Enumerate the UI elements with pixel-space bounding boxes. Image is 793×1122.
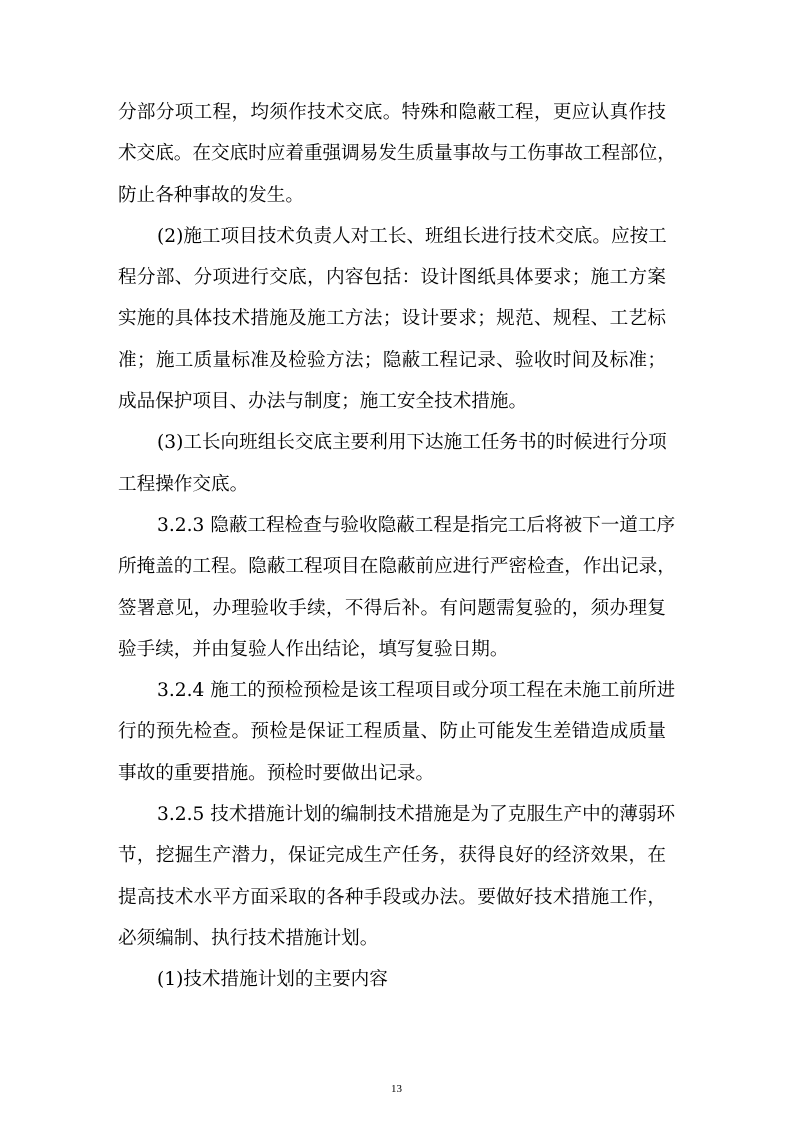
paragraph: [118, 670, 676, 794]
text-line: 程分部、分项进行交底，内容包括：设计图纸具体要求；施工方案: [118, 267, 666, 289]
text-line: (2)施工项目技术负责人对工长、班组长进行技术交底。应按工: [157, 225, 667, 247]
text-line: 术交底。在交底时应着重强调易发生质量事故与工伤事故工程部位，: [118, 143, 676, 165]
text-line: 所掩盖的工程。隐蔽工程项目在隐蔽前应进行严密检查，作出记录，: [118, 556, 676, 578]
text-line: 3.2.4 施工的预检预检是该工程项目或分项工程在未施工前所进: [157, 680, 676, 702]
text-line: 3.2.5 技术措施计划的编制技术措施是为了克服生产中的薄弱环: [157, 804, 676, 826]
text-line: 工程操作交底。: [118, 473, 249, 495]
text-line: 节，挖掘生产潜力，保证完成生产任务，获得良好的经济效果，在: [118, 845, 666, 867]
text-line: 必须编制、执行技术措施计划。: [118, 927, 379, 949]
text-line: 分部分项工程，均须作技术交底。特殊和隐蔽工程，更应认真作技: [118, 102, 666, 123]
text-line: 3.2.3 隐蔽工程检查与验收隐蔽工程是指完工后将被下一道工序: [157, 514, 676, 536]
paragraph: [118, 959, 666, 1000]
text-line: (1)技术措施计划的主要内容: [157, 969, 388, 991]
text-line: 成品保护项目、办法与制度；施工安全技术措施。: [118, 391, 528, 413]
text-line: 签署意见，办理验收手续，不得后补。有问题需复验的，须办理复: [118, 597, 666, 619]
text-line: 验手续，并由复验人作出结论，填写复验日期。: [118, 638, 509, 660]
document-body: [118, 92, 676, 1001]
page-number: 13: [391, 1083, 402, 1095]
paragraph: [118, 794, 676, 959]
paragraph: [118, 216, 666, 422]
text-line: 防止各种事故的发生。: [118, 184, 304, 206]
text-line: 行的预先检查。预检是保证工程质量、防止可能发生差错造成质量: [118, 721, 666, 743]
paragraph: [118, 422, 666, 505]
text-line: 事故的重要措施。预检时要做出记录。: [118, 762, 435, 784]
paragraph: [118, 505, 676, 670]
text-line: 提高技术水平方面采取的各种手段或办法。要做好技术措施工作，: [118, 886, 666, 908]
paragraph: [118, 92, 676, 216]
text-line: 准；施工质量标准及检验方法；隐蔽工程记录、验收时间及标准；: [118, 349, 666, 371]
text-line: (3)工长向班组长交底主要利用下达施工任务书的时候进行分项: [157, 432, 667, 454]
text-line: 实施的具体技术措施及施工方法；设计要求；规范、规程、工艺标: [118, 308, 666, 330]
